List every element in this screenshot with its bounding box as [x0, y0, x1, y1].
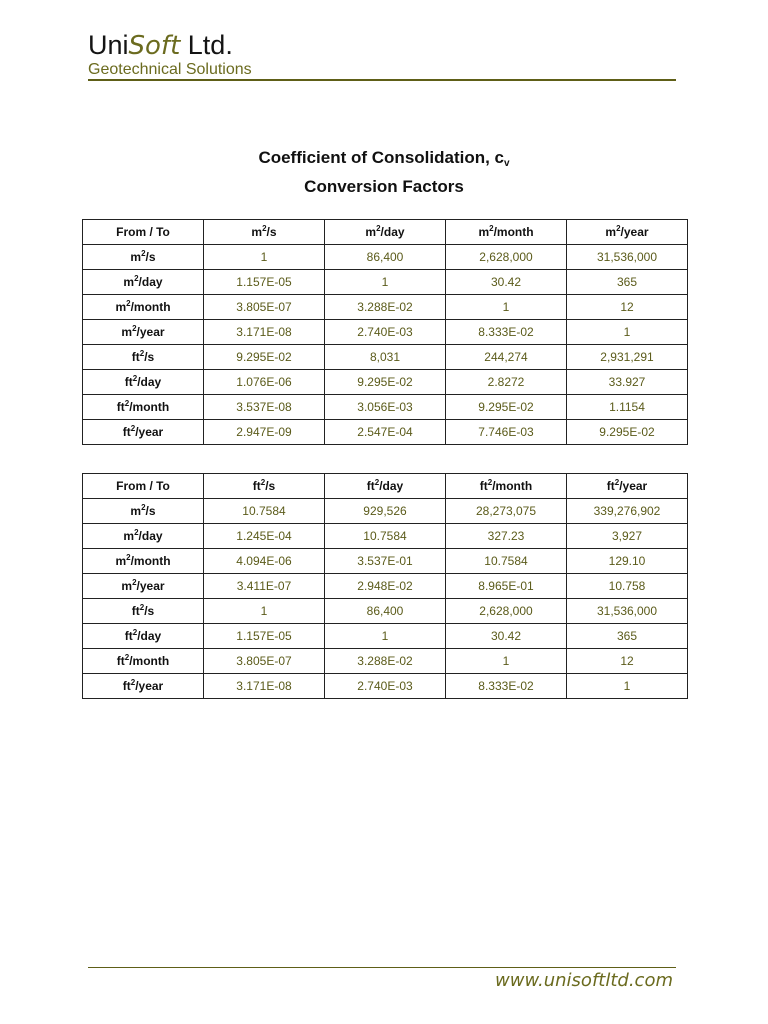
- unit-base: ft: [116, 654, 125, 668]
- unit-suffix: /year: [136, 325, 165, 339]
- unit-suffix: /day: [138, 529, 163, 543]
- column-header-cell: [446, 220, 567, 245]
- conversion-factor-cell: 30.42: [446, 624, 567, 649]
- table-row: [83, 270, 688, 295]
- conversion-factor-cell: 3.056E-03: [325, 395, 446, 420]
- table-row: [83, 574, 688, 599]
- unit-exponent: 2: [130, 424, 136, 433]
- table-row: [83, 320, 688, 345]
- conversion-table-imperial: [82, 473, 688, 699]
- unit-base: From / To: [116, 225, 170, 239]
- unit-suffix: /month: [493, 225, 534, 239]
- column-header-cell: [325, 220, 446, 245]
- row-header-cell: [83, 270, 204, 295]
- unit-base: ft: [366, 479, 375, 493]
- unit-exponent: 2: [376, 224, 381, 233]
- conversion-factor-cell: 3,927: [567, 524, 688, 549]
- footer-website-link[interactable]: www.unisoftltd.com: [495, 970, 673, 991]
- unit-base: m: [605, 225, 617, 239]
- column-header-cell: [204, 220, 325, 245]
- unit-exponent: 2: [260, 478, 266, 487]
- conversion-factor-cell: 339,276,902: [567, 499, 688, 524]
- conversion-factor-cell: 3.171E-08: [204, 674, 325, 699]
- conversion-factor-cell: 2,931,291: [567, 345, 688, 370]
- conversion-factor-cell: 1: [204, 245, 325, 270]
- conversion-factor-cell: 3.805E-07: [204, 295, 325, 320]
- conversion-factor-cell: 2.740E-03: [325, 674, 446, 699]
- unit-base: ft: [479, 479, 488, 493]
- row-header-cell: [83, 524, 204, 549]
- column-header-cell: [567, 474, 688, 499]
- conversion-factor-cell: 9.295E-02: [567, 420, 688, 445]
- logo-uni: Uni: [88, 30, 129, 60]
- unit-exponent: 2: [134, 274, 139, 283]
- conversion-factor-cell: 3.805E-07: [204, 649, 325, 674]
- unit-base: m: [115, 300, 127, 314]
- conversion-factor-cell: 10.7584: [446, 549, 567, 574]
- unit-suffix: /s: [145, 504, 156, 518]
- header-divider: [88, 79, 676, 81]
- table-row: [83, 295, 688, 320]
- unit-base: m: [130, 504, 142, 518]
- table-row: [83, 674, 688, 699]
- conversion-factor-cell: 2.947E-09: [204, 420, 325, 445]
- table-row: [83, 420, 688, 445]
- table-row: [83, 624, 688, 649]
- unit-suffix: /day: [138, 275, 163, 289]
- unit-base: m: [123, 529, 135, 543]
- row-header-cell: [83, 370, 204, 395]
- unit-suffix: /s: [145, 250, 156, 264]
- unit-exponent: 2: [489, 224, 494, 233]
- logo-tagline: Geotechnical Solutions: [88, 61, 252, 78]
- unit-base: ft: [606, 479, 615, 493]
- column-header-cell: [446, 474, 567, 499]
- conversion-factor-cell: 1.1154: [567, 395, 688, 420]
- conversion-factor-cell: 3.288E-02: [325, 649, 446, 674]
- conversion-factor-cell: 31,536,000: [567, 245, 688, 270]
- table-row: [83, 245, 688, 270]
- unit-base: ft: [116, 400, 125, 414]
- conversion-factor-cell: 2,628,000: [446, 599, 567, 624]
- column-header-cell: [325, 474, 446, 499]
- table-header-row: [83, 474, 688, 499]
- conversion-factor-cell: 3.288E-02: [325, 295, 446, 320]
- conversion-factor-cell: 3.537E-08: [204, 395, 325, 420]
- table-header-row: [83, 220, 688, 245]
- column-header-cell: [567, 220, 688, 245]
- unit-base: ft: [131, 604, 140, 618]
- unit-base: m: [123, 275, 135, 289]
- conversion-factor-cell: 1: [567, 674, 688, 699]
- conversion-factor-cell: 129.10: [567, 549, 688, 574]
- unit-suffix: /month: [129, 400, 170, 414]
- conversion-factor-cell: 12: [567, 295, 688, 320]
- unit-suffix: /month: [129, 654, 170, 668]
- unit-base: ft: [252, 479, 261, 493]
- unit-exponent: 2: [374, 478, 380, 487]
- unit-exponent: 2: [132, 374, 138, 383]
- row-header-cell: [83, 295, 204, 320]
- unit-suffix: /s: [265, 479, 276, 493]
- unit-exponent: 2: [139, 349, 145, 358]
- title-line-2: Conversion Factors: [304, 177, 464, 196]
- conversion-factor-cell: 1: [204, 599, 325, 624]
- conversion-factor-cell: 2.740E-03: [325, 320, 446, 345]
- conversion-factor-cell: 3.411E-07: [204, 574, 325, 599]
- conversion-factor-cell: 10.7584: [204, 499, 325, 524]
- conversion-factor-cell: 7.746E-03: [446, 420, 567, 445]
- company-logo: [88, 30, 252, 79]
- conversion-factor-cell: 2.8272: [446, 370, 567, 395]
- unit-exponent: 2: [124, 399, 130, 408]
- unit-base: m: [365, 225, 377, 239]
- corner-header-cell: [83, 474, 204, 499]
- unit-suffix: /day: [379, 479, 404, 493]
- corner-header-cell: [83, 220, 204, 245]
- title-subscript: v: [504, 158, 510, 169]
- conversion-factor-cell: 31,536,000: [567, 599, 688, 624]
- conversion-factor-cell: 28,273,075: [446, 499, 567, 524]
- conversion-factor-cell: 1: [567, 320, 688, 345]
- conversion-factor-cell: 8.333E-02: [446, 320, 567, 345]
- conversion-factor-cell: 10.758: [567, 574, 688, 599]
- unit-suffix: /s: [144, 350, 155, 364]
- unit-base: ft: [124, 629, 133, 643]
- conversion-factor-cell: 365: [567, 270, 688, 295]
- unit-exponent: 2: [141, 249, 146, 258]
- table-row: [83, 649, 688, 674]
- logo-soft: Soft: [128, 31, 181, 61]
- conversion-factor-cell: 8,031: [325, 345, 446, 370]
- logo-name: [88, 30, 252, 61]
- unit-suffix: /month: [492, 479, 533, 493]
- unit-exponent: 2: [614, 478, 620, 487]
- conversion-factor-cell: 9.295E-02: [446, 395, 567, 420]
- conversion-factor-cell: 2.547E-04: [325, 420, 446, 445]
- unit-exponent: 2: [262, 224, 267, 233]
- unit-base: ft: [122, 679, 131, 693]
- conversion-factor-cell: 1: [325, 624, 446, 649]
- unit-exponent: 2: [487, 478, 493, 487]
- table-row: [83, 499, 688, 524]
- conversion-factor-cell: 33.927: [567, 370, 688, 395]
- unit-exponent: 2: [134, 528, 139, 537]
- unit-exponent: 2: [126, 553, 131, 562]
- conversion-factor-cell: 2.948E-02: [325, 574, 446, 599]
- row-header-cell: [83, 345, 204, 370]
- unit-suffix: /day: [380, 225, 405, 239]
- title-line-1: [0, 146, 768, 175]
- conversion-factor-cell: 86,400: [325, 245, 446, 270]
- unit-base: ft: [131, 350, 140, 364]
- conversion-factor-cell: 365: [567, 624, 688, 649]
- unit-base: ft: [124, 375, 133, 389]
- unit-exponent: 2: [130, 678, 136, 687]
- conversion-factor-cell: 1.157E-05: [204, 624, 325, 649]
- table-row: [83, 524, 688, 549]
- conversion-factor-cell: 9.295E-02: [325, 370, 446, 395]
- row-header-cell: [83, 649, 204, 674]
- conversion-factor-cell: 1: [446, 295, 567, 320]
- row-header-cell: [83, 574, 204, 599]
- row-header-cell: [83, 395, 204, 420]
- unit-base: m: [115, 554, 127, 568]
- table-row: [83, 549, 688, 574]
- unit-base: m: [121, 579, 133, 593]
- conversion-factor-cell: 1: [325, 270, 446, 295]
- conversion-factor-cell: 86,400: [325, 599, 446, 624]
- row-header-cell: [83, 599, 204, 624]
- row-header-cell: [83, 549, 204, 574]
- conversion-factor-cell: 1.076E-06: [204, 370, 325, 395]
- table-row: [83, 345, 688, 370]
- unit-suffix: /month: [130, 300, 171, 314]
- row-header-cell: [83, 499, 204, 524]
- conversion-factor-cell: 10.7584: [325, 524, 446, 549]
- unit-suffix: /s: [144, 604, 155, 618]
- conversion-factor-cell: 12: [567, 649, 688, 674]
- unit-suffix: /year: [135, 425, 164, 439]
- unit-base: m: [478, 225, 490, 239]
- unit-exponent: 2: [126, 299, 131, 308]
- conversion-factor-cell: 9.295E-02: [204, 345, 325, 370]
- row-header-cell: [83, 420, 204, 445]
- unit-exponent: 2: [139, 603, 145, 612]
- table-row: [83, 395, 688, 420]
- unit-suffix: /year: [620, 225, 649, 239]
- conversion-factor-cell: 8.965E-01: [446, 574, 567, 599]
- title-text: Coefficient of Consolidation, c: [258, 148, 504, 167]
- row-header-cell: [83, 320, 204, 345]
- unit-base: m: [130, 250, 142, 264]
- conversion-factor-cell: 3.171E-08: [204, 320, 325, 345]
- conversion-factor-cell: 3.537E-01: [325, 549, 446, 574]
- unit-base: m: [251, 225, 263, 239]
- unit-suffix: /day: [137, 629, 162, 643]
- unit-suffix: /day: [137, 375, 162, 389]
- conversion-factor-cell: 30.42: [446, 270, 567, 295]
- footer-divider: [88, 967, 676, 968]
- table-row: [83, 370, 688, 395]
- unit-suffix: /s: [266, 225, 277, 239]
- row-header-cell: [83, 624, 204, 649]
- conversion-factor-cell: 1.157E-05: [204, 270, 325, 295]
- unit-suffix: /year: [619, 479, 648, 493]
- unit-exponent: 2: [132, 324, 137, 333]
- conversion-factor-cell: 2,628,000: [446, 245, 567, 270]
- unit-base: From / To: [116, 479, 170, 493]
- document-title: [0, 146, 768, 198]
- conversion-factor-cell: 929,526: [325, 499, 446, 524]
- unit-suffix: /year: [135, 679, 164, 693]
- row-header-cell: [83, 674, 204, 699]
- unit-base: ft: [122, 425, 131, 439]
- unit-exponent: 2: [124, 653, 130, 662]
- unit-exponent: 2: [141, 503, 146, 512]
- conversion-factor-cell: 4.094E-06: [204, 549, 325, 574]
- unit-exponent: 2: [132, 628, 138, 637]
- row-header-cell: [83, 245, 204, 270]
- conversion-factor-cell: 327.23: [446, 524, 567, 549]
- table-row: [83, 599, 688, 624]
- unit-suffix: /year: [136, 579, 165, 593]
- conversion-factor-cell: 1.245E-04: [204, 524, 325, 549]
- conversion-factor-cell: 1: [446, 649, 567, 674]
- logo-ltd: Ltd.: [180, 30, 233, 60]
- unit-suffix: /month: [130, 554, 171, 568]
- unit-exponent: 2: [132, 578, 137, 587]
- column-header-cell: [204, 474, 325, 499]
- unit-exponent: 2: [616, 224, 621, 233]
- conversion-factor-cell: 8.333E-02: [446, 674, 567, 699]
- unit-base: m: [121, 325, 133, 339]
- conversion-factor-cell: 244,274: [446, 345, 567, 370]
- conversion-table-metric: [82, 219, 688, 445]
